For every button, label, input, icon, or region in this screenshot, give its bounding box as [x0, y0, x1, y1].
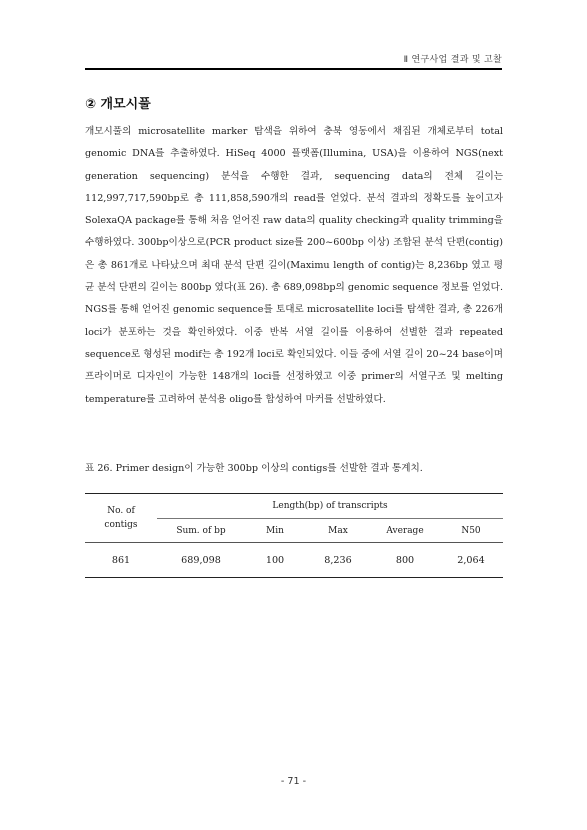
header-contigs-line2: contigs [104, 520, 138, 530]
table-caption: 표 26. Primer design이 가능한 300bp 이상의 contigs를 선발한 결과 통계치. [85, 463, 423, 474]
running-header: Ⅱ 연구사업 결과 및 고찰 [403, 55, 502, 65]
header-rule [85, 68, 502, 70]
cell-max: 8,236 [305, 543, 371, 578]
body-paragraph: 개모시풀의 microsatellite marker 탐색을 위하여 충북 영동에서 채집된 개체로부터 total genomic DNA를 추출하였다. HiSeq 4000 플랫폼(Illumina, USA)을 이용하여 NGS(next generation sequencing) 분석을 수행한 결과, sequencing data의 전체 길이는 112,997,717,590bp로 총 111,858,590개의 read를 얻었다. 분석 결과의 정확도를 높이고자 SolexaQA package를 통해 처음 얻어진 raw data의 quality checking과 quality trimming을 수행하였다. 300bp이상으로(PCR product size를 200~600bp 이상) 조합된 분석 단편(contig)은 총 861개로 나타났으며 최대 분석 단편 길이(Maximu length of contig)는 8,236bp 였고 평균 분석 단편의 길이는 800bp 였다(표 26). 총 689,098bp의 genomic sequence 정보를 얻었다. NGS를 통해 얻어진 genomic sequence를 토대로 microsatellite loci를 탐색한 결과, 총 226개 loci가 분포하는 것을 확인하였다. 이중 반복 서열 길이를 이용하여 선별한 결과 repeated sequence로 형성된 modif는 총 192개 loci로 확인되었다. 이들 중에 서열 길이 20~24 base이며 프라이머로 디자인이 가능한 148개의 loci를 선정하였고 이중 primer의 서열구조 및 melting temperature를 고려하여 분석용 oligo를 합성하여 마커를 선발하였다. [85, 126, 503, 405]
header-sum-of-bp: Sum. of bp [176, 525, 226, 536]
header-n50: N50 [461, 525, 481, 536]
header-contigs-line1: No. of [107, 506, 135, 516]
header-no-of-contigs [85, 494, 157, 543]
table-row [85, 543, 503, 578]
page-number: - 71 - [280, 776, 307, 787]
cell-average: 800 [371, 543, 439, 578]
statistics-table [85, 493, 503, 578]
cell-contigs: 861 [85, 543, 157, 578]
header-length-group: Length(bp) of transcripts [157, 494, 503, 519]
cell-min: 100 [245, 543, 305, 578]
header-average: Average [386, 525, 424, 536]
cell-sum-of-bp: 689,098 [157, 543, 245, 578]
header-max: Max [328, 525, 348, 536]
cell-n50: 2,064 [439, 543, 503, 578]
header-min: Min [266, 525, 284, 536]
section-title: ② 개모시풀 [85, 97, 151, 112]
